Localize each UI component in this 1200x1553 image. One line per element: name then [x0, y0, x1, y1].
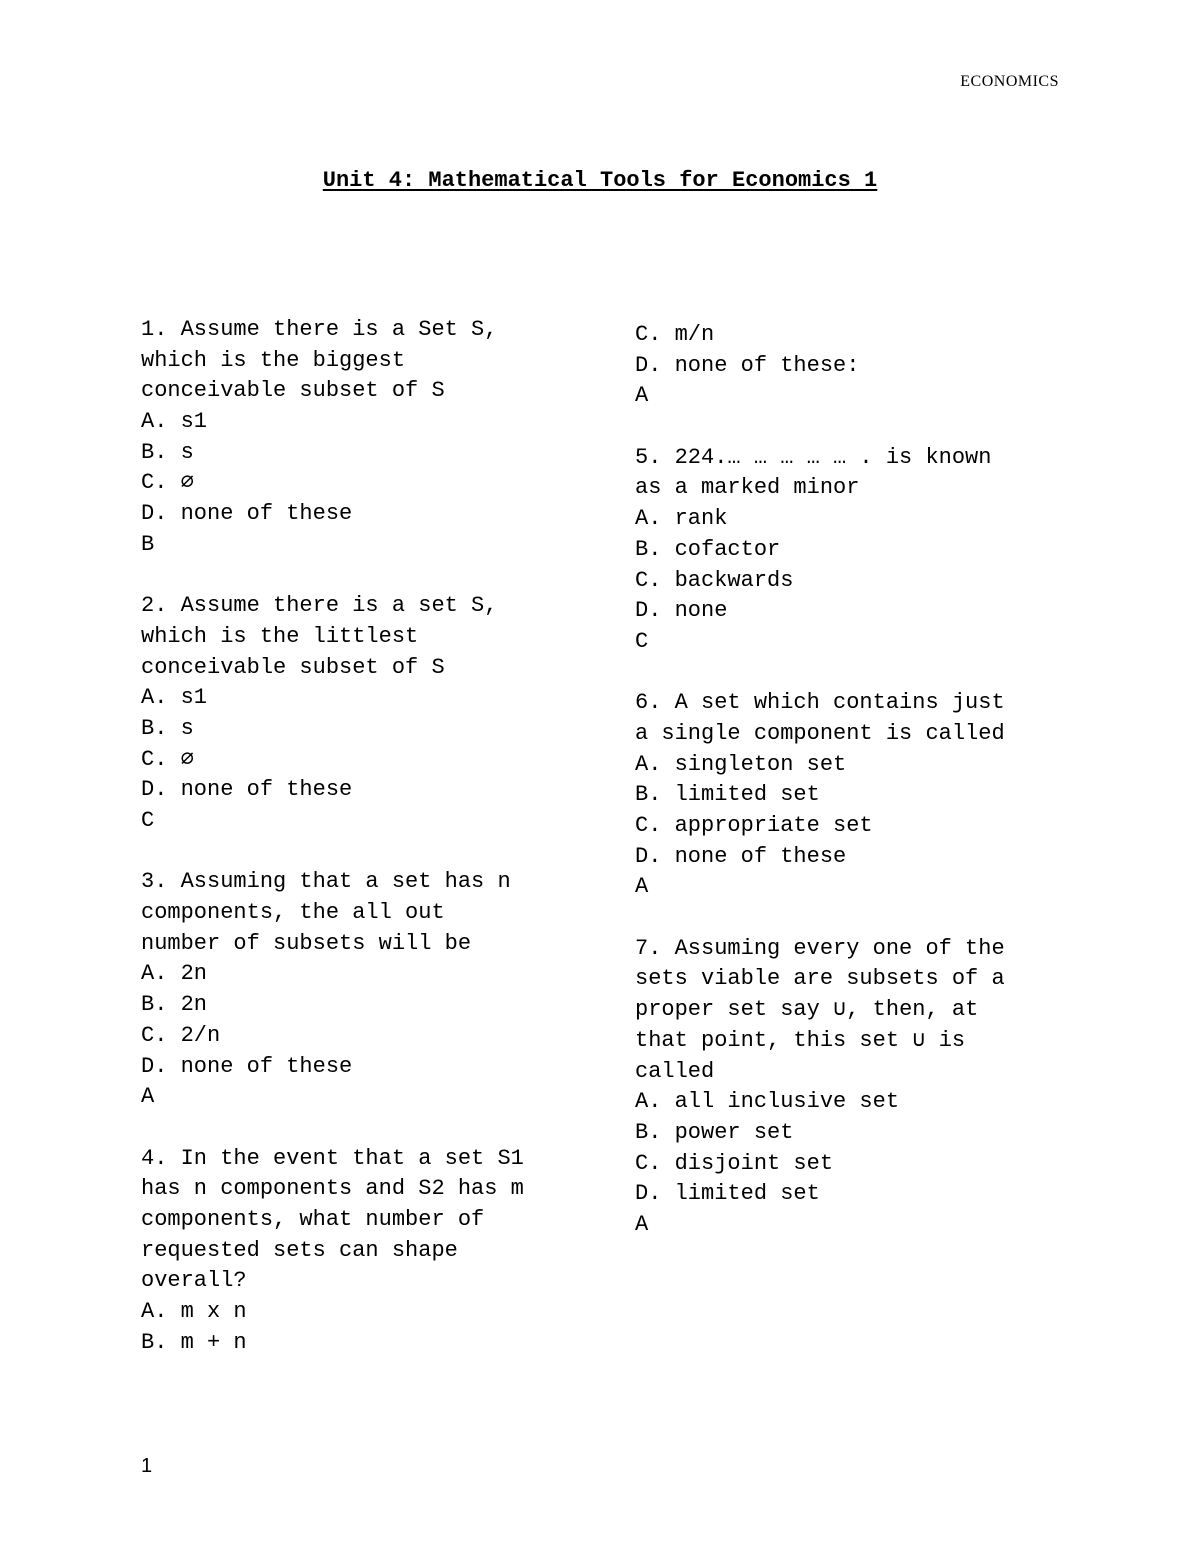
question-line: C. ∅ — [141, 746, 194, 772]
question-line: proper set say ∪, then, at — [635, 997, 979, 1023]
question-line: B. cofactor — [635, 536, 781, 562]
question-line: overall? — [141, 1268, 247, 1294]
question-line: has n components and S2 has m — [141, 1176, 524, 1202]
question-line: 4. In the event that a set S1 — [141, 1145, 524, 1171]
question-line: 7. Assuming every one of the — [635, 935, 1005, 961]
question-line: B — [141, 531, 155, 557]
question-line: 5. 224.… … … … … . is known — [635, 444, 992, 470]
question-line: D. none of these — [635, 843, 847, 869]
question-line: components, what number of — [141, 1206, 485, 1232]
question-line: A — [141, 1084, 155, 1110]
question-line: A. s1 — [141, 409, 208, 435]
question-line: A. singleton set — [635, 751, 847, 777]
question-line: A. rank — [635, 506, 728, 532]
question-line: D. limited set — [635, 1181, 820, 1207]
question-line: 3. Assuming that a set has n — [141, 869, 511, 895]
question-line: C. disjoint set — [635, 1150, 834, 1176]
question-line: D. none of these — [141, 777, 353, 803]
question-line: A — [635, 1211, 649, 1237]
question-line: B. m + n — [141, 1329, 247, 1355]
question-line: B. power set — [635, 1119, 794, 1145]
question-line: sets viable are subsets of a — [635, 966, 1005, 992]
question-line: D. none of these: — [635, 352, 860, 378]
question-line: requested sets can shape — [141, 1237, 458, 1263]
blank-line — [141, 1113, 581, 1144]
blank-line — [635, 412, 1065, 443]
question-line: B. limited set — [635, 782, 820, 808]
question-line: C — [141, 808, 155, 833]
question-line: D. none — [635, 598, 728, 624]
blank-line — [141, 837, 581, 868]
question-line: which is the biggest — [141, 347, 406, 373]
question-line: 6. A set which contains just — [635, 690, 1005, 716]
question-line: C. ∅ — [141, 470, 194, 496]
question-line: conceivable subset of S — [141, 654, 445, 680]
question-line: C — [635, 628, 649, 654]
question-line: A. s1 — [141, 685, 208, 711]
question-line: components, the all out — [141, 900, 445, 926]
question-line: C. appropriate set — [635, 813, 873, 838]
question-line: conceivable subset of S — [141, 378, 445, 404]
blank-line — [141, 561, 581, 592]
question-line: 1. Assume there is a Set S, — [141, 317, 498, 342]
question-line: B. 2n — [141, 992, 208, 1018]
right-column — [635, 320, 1065, 1241]
question-line: A. all inclusive set — [635, 1089, 900, 1115]
question-line: 2. Assume there is a set S, — [141, 593, 498, 619]
question-line: as a marked minor — [635, 475, 860, 501]
blank-line — [635, 903, 1065, 934]
question-line: that point, this set ∪ is — [635, 1027, 966, 1053]
question-line: A — [635, 874, 649, 900]
page-title: Unit 4: Mathematical Tools for Economics 1 — [322, 168, 878, 193]
question-line: B. s — [141, 439, 194, 465]
question-line: C. backwards — [635, 567, 794, 593]
question-line: which is the littlest — [141, 623, 419, 649]
question-line: B. s — [141, 715, 194, 741]
question-line: C. m/n — [635, 322, 715, 347]
question-line: number of subsets will be — [141, 930, 472, 956]
header-subject: ECONOMICS — [960, 73, 1059, 90]
left-column — [141, 315, 581, 1358]
question-line: A. m x n — [141, 1299, 247, 1324]
question-line: D. none of these — [141, 501, 353, 527]
blank-line — [635, 658, 1065, 689]
page-number: 1 — [141, 1455, 153, 1477]
question-line: C. 2/n — [141, 1022, 221, 1048]
question-line: D. none of these — [141, 1053, 353, 1079]
question-line: A. 2n — [141, 961, 208, 987]
question-line: A — [635, 383, 649, 409]
question-line: a single component is called — [635, 720, 1005, 746]
question-line: called — [635, 1058, 715, 1084]
